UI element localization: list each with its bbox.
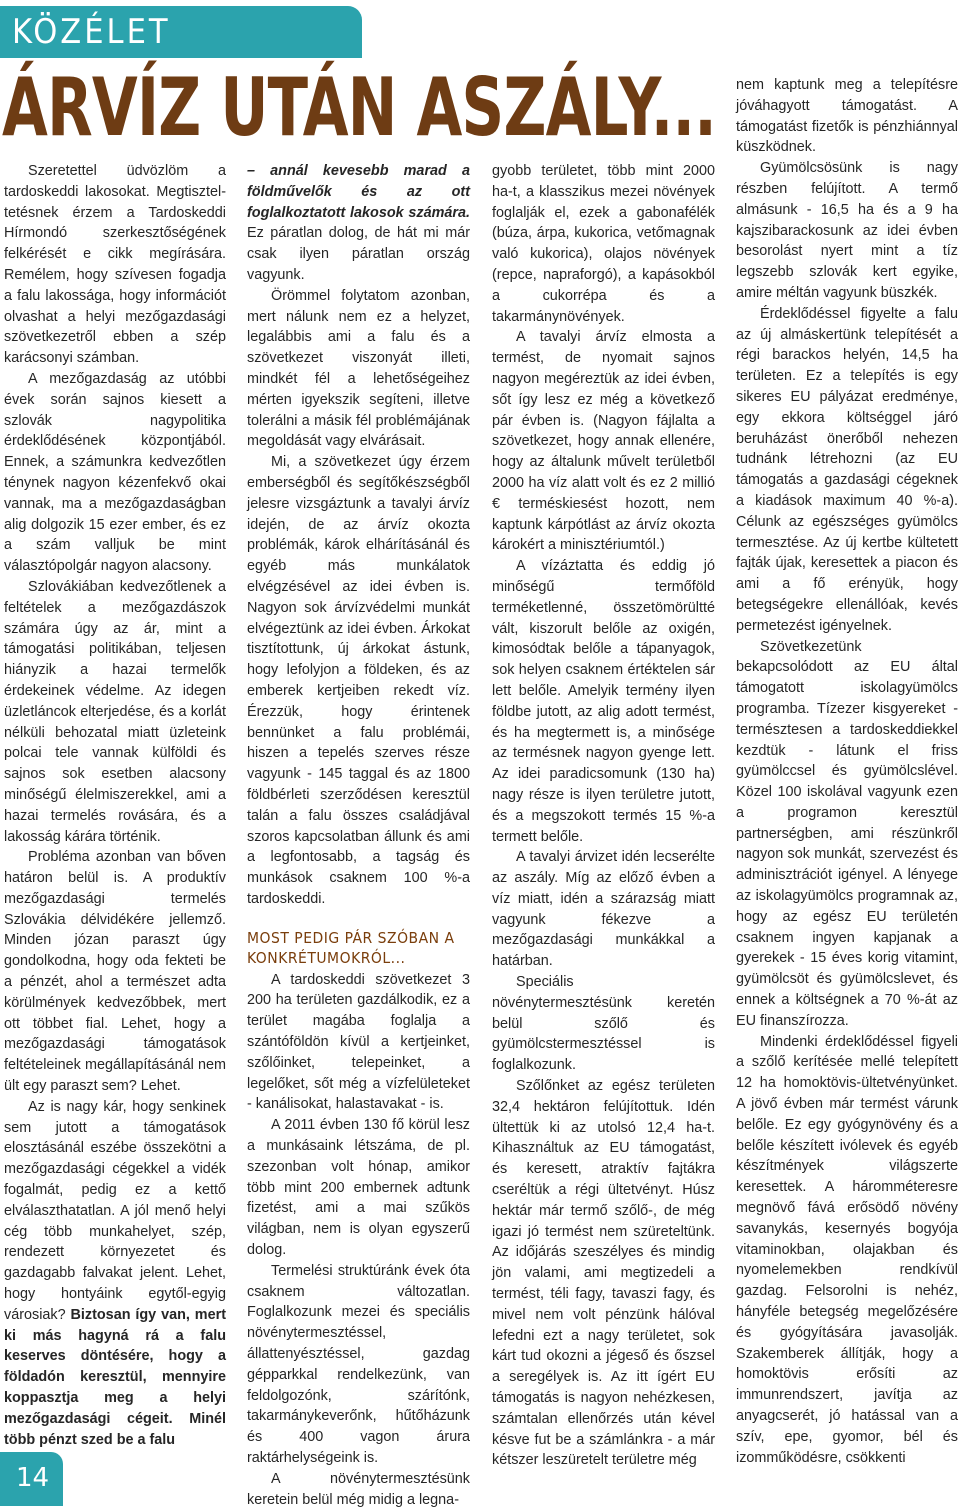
paragraph: Szőlőnket az egész területen 32,4 hektáron felújítottuk. Idén ültettük ki az utolsó 12,4 ha-t. Kihasználtuk az EU támogatást, és keresett, atraktív fajtákra cseréltük a régi ültetvényt. Húsz hektár már termő szőlő-, de még igazi jó termést nem szüreteltünk. Az időjárás szeszélyes és mindig jön valami, ami megtizedeli a termést, téli fagy, tavaszi fagy, és mivel nem volt pénzünk hálóval lefedni ezt a nagy területet, sok kárt tud okozni a jégeső és őszsel a seregélyek is. Az itt ígért EU támogatás is nagyon nehézkesen, számtalan ellenőrzés után kével késve fut be a számlánkra - a már kétszer leszüretelt területre még [492,1078,715,1469]
paragraph: A növénytermesztésünk keretein belül még midig a legna- [247,1470,470,1508]
paragraph: Termelési struktúránk évek óta csaknem változatlan. Foglalkozunk mezei és speciális növénytermesztéssel, állattenyésztéssel, gazdag gépparkkal rendelkezünk, van feldolgozónk, szárítónk, takarmánykeverőnk, hűtőházunk és 400 vagon árura raktárhelységeink is. [247,1262,470,1467]
paragraph: A mezőgazdaság az utóbbi évek során sajnos kiesett a szlovák nagypolitika érdeklődésének központjából. Ennek, a számunkra kedvezőtlen ténynek nagyon kézenfekvő okai vannak, ma a mezőgazdaságban alig dolgozik 15 ezer ember, és ez a szám valljuk be mint választópolgár nagyon alacsony. [4,370,226,575]
article-headline: ÁRVÍZ UTÁN ASZÁLY... [2,61,717,154]
paragraph: gyobb területet, több mint 2000 ha-t, a klasszikus mezei növények foglalják el, ezek a gabonafélék (búza, árpa, kukorica, vetőmagnak való kukorica), olajos növények (repce, napraforgó), a kapásokból a cukorrépa és a takarmánynövények. [492,163,715,325]
paragraph: A tavalyi árvizet idén lecserélte az aszály. Míg az előző évben a víz miatt, idén a szárazság miatt vagyunk fékezve a mezőgazdasági munkákkal a határban. [492,849,715,970]
paragraph: A tavalyi árvíz elmosta a termést, de nyomait sajnos nagyon megéreztük az idei évben, sőt így lesz ez még a következő pár évben is. (Nagyon fájlalta a szövetkezet, hogy annak ellenére, hogy az általunk művelt területből 2000 ha víz alatt volt és ez 2 millió € terméskiesést hozott, nem kaptunk kárpótlást az árvíz okozta károkért a minisztériumtól.) [492,329,715,554]
paragraph: nem kaptunk meg a telepítésre jóváhagyott támogatást. A támogatást fizetők is pénzhiánnyal küszködnek. [736,77,958,156]
paragraph: Gyümölcsösünk is nagy részben felújított. A termő almásunk - 16,5 ha és a 9 ha kajszibarackosunk az idei évben besorolást nyert mint a tíz legszebb szlovák kert egyike, amire méltán vagyunk büszkék. [736,160,958,301]
page-number-box [0,1452,63,1506]
paragraph: A tardoskeddi szövetkezet 3 200 ha területen gazdálkodik, ez a terület magába foglalja a szántóföldön kívül a kertjeinket, szőlőinket, telepeinket, a legelőket, sőt még a vízfelületeket - kanálisokat, halastavakat - is. [247,971,470,1113]
article-column-4 [736,75,958,1468]
article-column-1 [4,161,226,1450]
paragraph: Szövetkezetünk bekapcsolódott az EU által támogatott iskolagyümölcs programba. Tízezer kisgyereket - természtesen a tardoskeddiekkel kezdtük - látunk el friss gyümölccsel és gyümölcslével. Közel 100 iskolával vagyunk ezen a programon keresztül partnerségben, ami részünkről nagyon sok munkát, szervezést és adminisztrációt igényel. A lényege az iskolagyümölcs programnak az, hogy az egész EU területén csaknem ingyen kapjanak a gyerekek - 15 éves korig vitamint, gyümölcsöt és gyümölcslevet, és ennek a költségnek a 70 %-át az EU finanszírozza. [736,638,958,1029]
paragraph: A 2011 évben 130 fő körül lesz a munkásaink létszáma, de pl. szezonban volt hónap, amikor több mint 200 embernek adtunk fizetést, ami a mai szűkös világban, nem is olyan egyszerű dolog. [247,1117,470,1259]
paragraph: Speciális növénytermesztésünk keretén belül szőlő és gyümölcstermesztéssel is foglalkozunk. [492,974,715,1074]
section-label: KÖZÉLET [12,12,171,52]
paragraph: Probléma azonban van bőven határon belül is. A produktív mezőgazdasági termelés Szlovákia délvidékére jellemző. Minden józan paraszt úgy gondolkodna, hogy oda fekteti be a pénzét, ahol a természet adta körülmények kedvezőbbek, mert ott többet fial. Lehet, hogy a mezőgazdasági támogatások feltételeinek megállapításánál nem ült egy paraszt sem? Lehet. [4,849,226,1095]
paragraph-text: Az is nagy kár, hogy senkinek sem jutott a támogatások elosztásánál eszébe összekötni a mezőgazdasági cégekkel a vidék fogalmát, pedig ez a kettő elválaszthatatlan. A jól menő helyi cég több munkahelyet, szép, rendezett környezetet és gazdagabb falvakat jelent. Lehet, hogy hontyáink egytől-egyig városiak? [4,1098,226,1323]
paragraph-text: Ez páratlan dolog, de hát mi már csak ilyen páratlan ország vagyunk. [247,225,470,283]
article-column-2 [247,161,470,1510]
paragraph: Örömmel folytatom azonban, mert nálunk nem ez a helyzet, legalábbis ami a falu és a szövetkezet viszonyát illeti, mindkét fél a lehetőségeihez mérten igyekszik segíteni, illetve tolerálni a másik fél problémájának megoldását vagy elvárásait. [247,287,470,450]
paragraph: Mindenki érdeklődéssel figyeli a szőlő kerítésée mellé telepített 12 ha homoktövis-ültetvényünket. A jövő évben már termést várunk belőle. Ez egy gyógynövény és a belőle készített ivólevek és egyéb készítmények világszerte keresettek. A háromméteresre megnövő fává erősödő növény savanykás, kesernyés bogyója vitaminokban, olajakban és nyomelemekben rendkívül gazdag. Felsorolni is nehéz, hányféle betegség megelőzésére és gyógyítására javasolják. Szakemberek állítják, hogy a homoktövis erősíti az immunrendszert, javítja az anyagcserét, jó hatással van a szív, epe, gyomor, bél és izomműködésre, csökkenti [736,1033,958,1466]
subheading: MOST PEDIG PÁR SZÓBAN A KONKRÉTUMOKRÓL... [247,928,455,967]
paragraph: Mi, a szövetkezet úgy érzem emberségből és segítőkészségből jelesre vizsgáztunk a tavalyi árvíz idején, de az árvíz okozta problémák, károk elhárításánál és egyéb más munkálatok elvégzésével az idei évben is. Nagyon sok árvízvédelmi munkát elvégeztünk az idei évben. Árkokat tisztítottunk, új árkokat ástunk, hogy lefolyjon a földeken, és az emberek kertjeiben rekedt víz. Érezzük, hogy érintenek bennünket a falu problémái, hiszen a tepelés szerves része vagyunk - 145 taggal és az 1800 földbérleti szerződésen keresztül talán a falu összes családjával szoros kapcsolatban állunk és ami a legfontosabb, a tagság és munkások csaknem 100 %-a tardoskeddi. [247,454,470,907]
paragraph [247,161,470,286]
paragraph: Szeretettel üdvözlöm a tardoskeddi lakosokat. Megtiszteltetésnek érzem a Tardoskeddi Hírmondó szerkesztőségének felkérését e cikk megírására. Remélem, hogy szívesen fogadja a falu lakossága, hogy információt olvashat a helyi mezőgazdasági szövetkezetről ebben a szép karácsonyi számban. [4,163,226,367]
bold-emphasis: – annál kevesebb marad a földművelők és az ott foglalkoztatott lakosok számára. [247,163,470,221]
paragraph: A vízáztatta és eddig jó minőségű termőföld terméketlenné, összetömörültté vált, kiszorult belőle az oxigén, kimosódtak belőle a tápanyagok, sok helyen csaknem értéktelen sár lett belőle. Amelyik termény ilyen földbe jutott, az alig adott termést, és ha megtermett is, a minősége az termésnek nagyon gyenge lett. Az idei paradicsomunk (130 ha) nagy része is ilyen területre jutott, és a megszokott termés 15 %-a termett belőle. [492,558,715,845]
paragraph [4,1097,226,1451]
article-column-3 [492,161,715,1471]
bold-emphasis: Biztosan így van, mert ki más hagyná rá a falu keserves döntésére, hogy a földadón keresztül, mennyire koppasztja meg a helyi mezőgazdasági cégeit. Minél több pénzt szed be a falu [4,1306,226,1448]
paragraph: Szlovákiában kedvezőtlenek a feltételek a mezőgazdászok számára úgy az ár, mint a támogatási politikában, teljesen hiányzik a hazai termelők érdekeinek védelme. Az idegen üzletláncok elterjedése, és a korlát nélküli behozatal miatt üzleteink polcai tele vannak külföldi és sajnos sok esetben alacsony minőségű élelmiszerekkel, ami a hazai termelés rovására, és a lakosság kárára történik. [4,578,226,845]
section-tab [0,6,362,58]
paragraph: Érdeklődéssel figyelte a falu az új almáskertünk telepítését a régi barackos helyén, 14,5 ha területen. Ez a telepítés is egy sikeres EU pályázat eredménye, egy ekkora költséggel járó beruházást önerőből nehezen tudnánk létrehozni (az EU támogatás a gazdasági cégeknek a kiadások maximum 40 %-a). Célunk az egészséges gyümölcs termesztése. Az új kertbe kültetett fajták újak, keresettek a piacon és ami a fő erényük, hogy betegségekre ellenállóak, kevés permetezést igényelnek. [736,305,958,634]
page-number: 14 [16,1463,50,1493]
